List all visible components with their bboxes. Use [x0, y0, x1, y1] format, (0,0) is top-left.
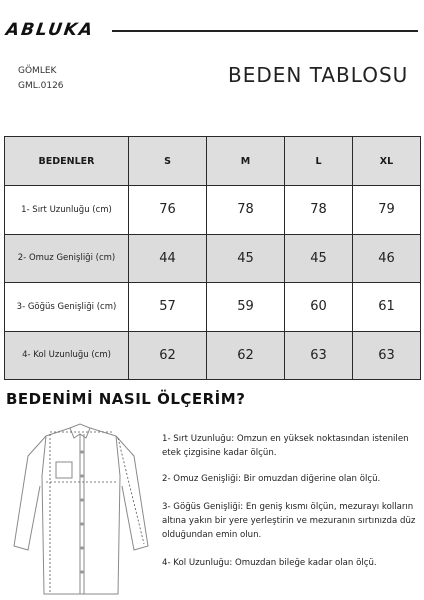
table-header-row [5, 137, 421, 186]
cell-value: 46 [353, 234, 421, 283]
size-table [4, 136, 421, 380]
cell-value: 63 [285, 331, 353, 380]
cell-value: 62 [129, 331, 207, 380]
instruction-sleeve-length: 4- Kol Uzunluğu: Omuzdan bileğe kadar olan ölçü. [162, 558, 377, 568]
shirt-illustration [6, 416, 156, 600]
cell-value: 57 [129, 283, 207, 332]
instruction-chest-width: 3- Göğüs Genişliği: En geniş kısmı ölçün, mezurayı kolların altına yakın bir yere yerleştirin ve mezuranın sırtınızda düz olduğundan emin olun. [162, 502, 416, 540]
row-label: 1- Sırt Uzunluğu (cm) [5, 186, 129, 235]
header-m: M [207, 137, 285, 186]
header-divider [112, 30, 418, 32]
cell-value: 60 [285, 283, 353, 332]
cell-value: 79 [353, 186, 421, 235]
cell-value: 62 [207, 331, 285, 380]
product-category: GÖMLEK [18, 66, 57, 76]
cell-value: 45 [207, 234, 285, 283]
row-label: 4- Kol Uzunluğu (cm) [5, 331, 129, 380]
table-row [5, 186, 421, 235]
cell-value: 44 [129, 234, 207, 283]
cell-value: 78 [285, 186, 353, 235]
header-s: S [129, 137, 207, 186]
table-row [5, 283, 421, 332]
cell-value: 78 [207, 186, 285, 235]
cell-value: 76 [129, 186, 207, 235]
instruction-shoulder-width: 2- Omuz Genişliği: Bir omuzdan diğerine olan ölçü. [162, 474, 381, 484]
product-code: GML.0126 [18, 81, 64, 91]
brand-logo: ABLUKA [4, 20, 96, 40]
size-chart-title: BEDEN TABLOSU [228, 63, 409, 87]
how-to-measure-title: BEDENİMİ NASIL ÖLÇERİM? [6, 390, 246, 408]
row-label: 3- Göğüs Genişliği (cm) [5, 283, 129, 332]
cell-value: 63 [353, 331, 421, 380]
cell-value: 61 [353, 283, 421, 332]
cell-value: 45 [285, 234, 353, 283]
row-label: 2- Omuz Genişliği (cm) [5, 234, 129, 283]
header-sizes: BEDENLER [5, 137, 129, 186]
table-row [5, 234, 421, 283]
header-xl: XL [353, 137, 421, 186]
header-l: L [285, 137, 353, 186]
table-row [5, 331, 421, 380]
instruction-back-length: 1- Sırt Uzunluğu: Omzun en yüksek noktasından istenilen etek çizgisine kadar ölçün. [162, 434, 409, 458]
cell-value: 59 [207, 283, 285, 332]
